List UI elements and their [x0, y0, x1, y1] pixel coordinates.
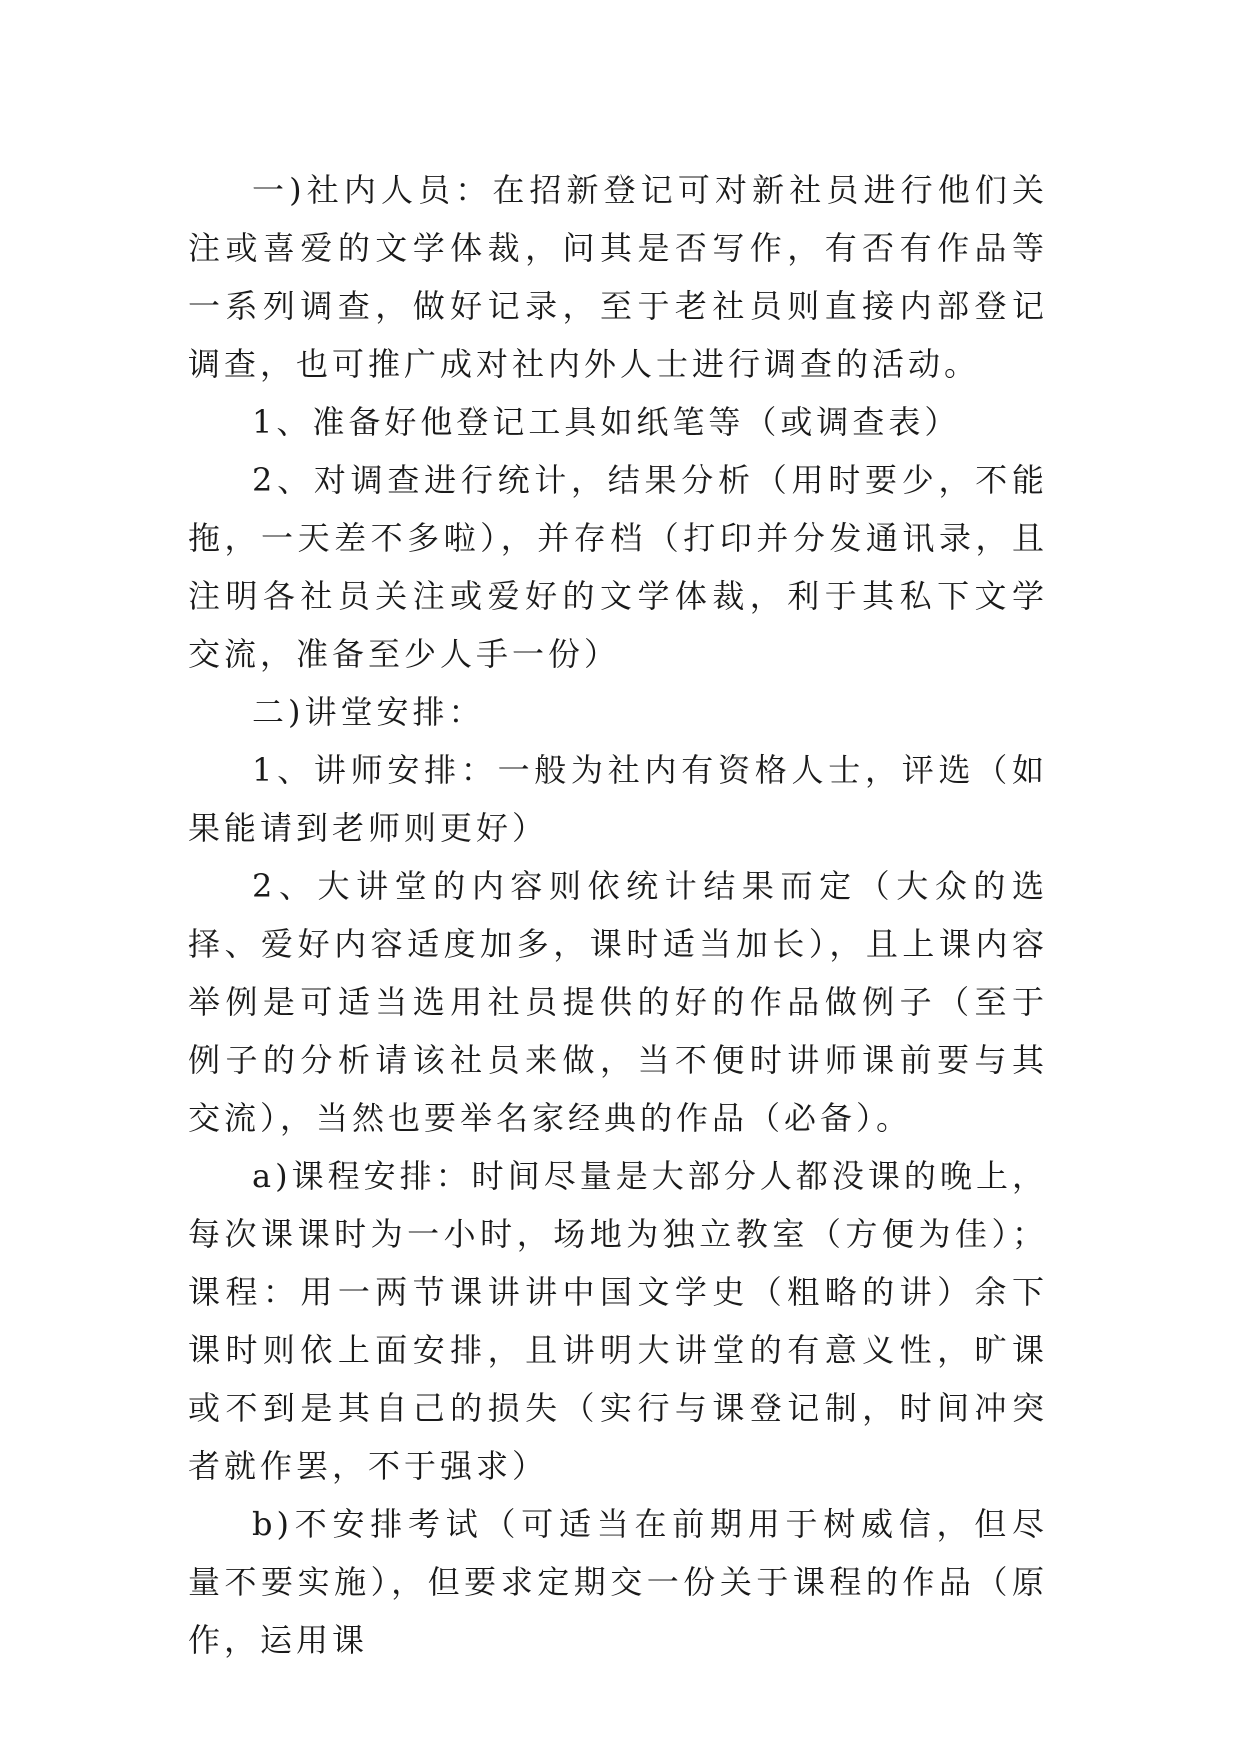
paragraph-prepare-tools: 1、准备好他登记工具如纸笔等（或调查表） [252, 403, 961, 441]
paragraph-statistics: 2、对调查进行统计，结果分析（用时要少，不能拖，一天差不多啦），并存档（打印并分发通讯录，且注明各社员关注或爱好的文学体裁，利于其私下文学交流，准备至少人手一份） [188, 461, 1048, 673]
paragraph-member-survey: 一)社内人员：在招新登记可对新社员进行他们关注或喜爱的文学体裁，问其是否写作，有否有作品等一系列调查，做好记录，至于老社员则直接内部登记调查，也可推广成对社内外人士进行调查的活动。 [188, 171, 1048, 383]
section-heading-lecture-arrangement: 二)讲堂安排： [252, 693, 485, 731]
document-body [188, 161, 1048, 1669]
paragraph-no-exam: b)不安排考试（可适当在前期用于树威信，但尽量不要实施），但要求定期交一份关于课程的作品（原作，运用课 [188, 1505, 1048, 1659]
paragraph-course-schedule: a)课程安排：时间尽量是大部分人都没课的晚上，每次课课时为一小时，场地为独立教室（方便为佳）；课程：用一两节课讲讲中国文学史（粗略的讲）余下课时则依上面安排，且讲明大讲堂的有意义性，旷课或不到是其自己的损失（实行与课登记制，时间冲突者就作罢，不于强求） [188, 1157, 1048, 1485]
paragraph-lecturer-arrangement: 1、讲师安排：一般为社内有资格人士，评选（如果能请到老师则更好） [188, 751, 1048, 847]
paragraph-lecture-content: 2、大讲堂的内容则依统计结果而定（大众的选择、爱好内容适度加多，课时适当加长），且上课内容举例是可适当选用社员提供的好的作品做例子（至于例子的分析请该社员来做，当不便时讲师课前要与其交流），当然也要举名家经典的作品（必备）。 [188, 867, 1048, 1137]
